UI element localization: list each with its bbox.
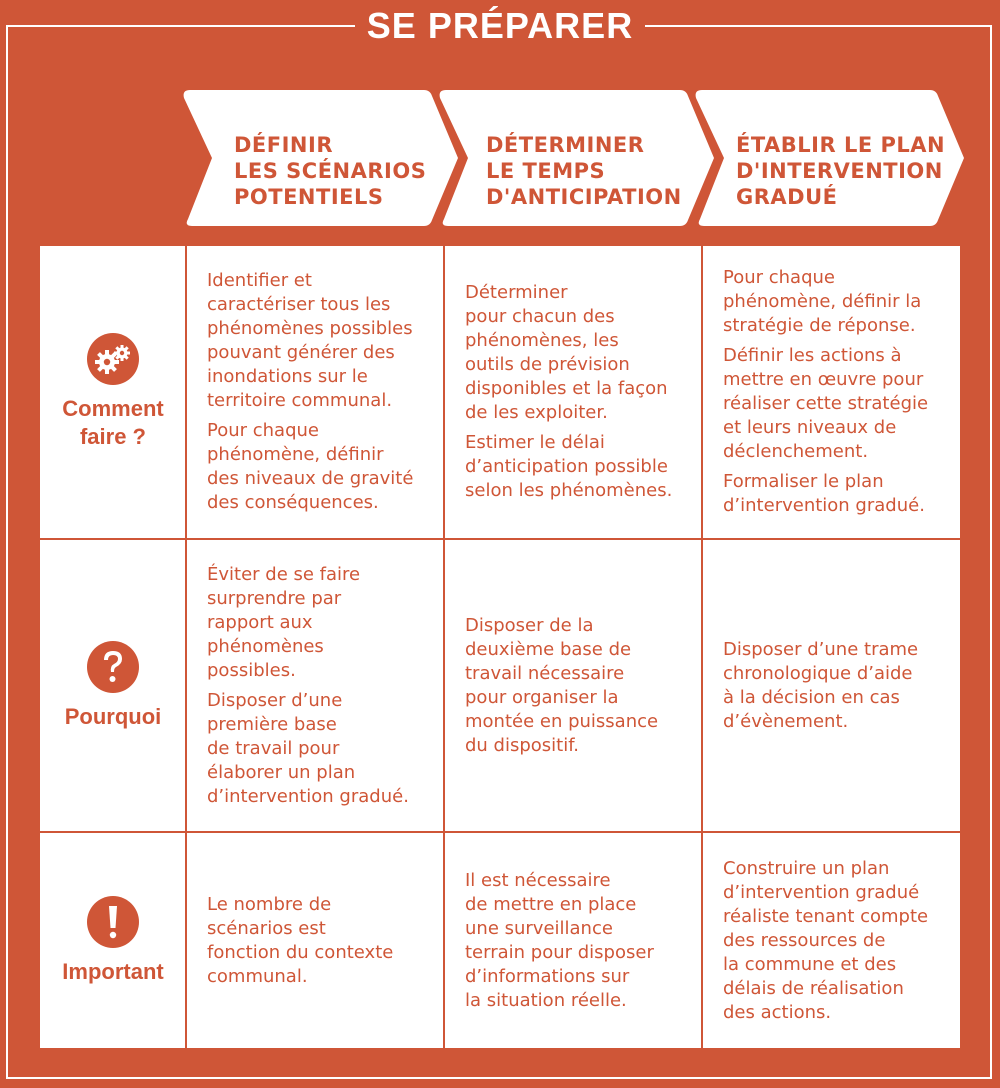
- row-header-comment-faire: [40, 246, 186, 538]
- step-arrow-2: [438, 90, 716, 226]
- cell-paragraph: Construire un plan d’intervention gradué réaliste tenant compte des ressources de la commune et des délais de réalisation des actions.: [723, 857, 929, 1023]
- cell-paragraph: Déterminer pour chacun des phénomènes, les outils de prévision disponibles et la façon de les exploiter.: [465, 282, 668, 423]
- row-header-pourquoi: [40, 540, 186, 831]
- page-title: SE PRÉPARER: [355, 0, 645, 52]
- cell-r2-c3: [703, 540, 960, 831]
- step-label-2: DÉTERMINER LE TEMPS D'ANTICIPATION: [486, 133, 682, 209]
- cell-r1-c3: [703, 246, 960, 538]
- row-header-important: [40, 833, 186, 1048]
- cell-paragraph: Identifier et caractériser tous les phénomènes possibles pouvant générer des inondations sur le territoire communal.: [207, 270, 413, 411]
- cell-r2-c2: [445, 540, 701, 831]
- cell-r1-c2: [445, 246, 701, 538]
- exclamation-icon: [87, 896, 139, 948]
- cell-r3-c2: [445, 833, 701, 1048]
- step-arrow-1: [182, 90, 460, 226]
- step-label-3: ÉTABLIR LE PLAN D'INTERVENTION GRADUÉ: [736, 133, 946, 209]
- title-bar: [0, 0, 1000, 52]
- step-label-1: DÉFINIR LES SCÉNARIOS POTENTIELS: [234, 133, 427, 209]
- cell-paragraph: Disposer d’une trame chronologique d’aide à la décision en cas d’évènement.: [723, 638, 919, 732]
- row-label: Pourquoi: [64, 703, 162, 729]
- row-label: Important: [62, 958, 164, 984]
- cell-r3-c3: [703, 833, 960, 1048]
- cell-paragraph: Disposer de la deuxième base de travail nécessaire pour organiser la montée en puissance du dispositif.: [465, 614, 659, 756]
- cell-paragraph: Le nombre de scénarios est fonction du contexte communal.: [207, 893, 394, 987]
- cell-paragraph: Disposer d’une première base de travail pour élaborer un plan d’intervention gradué.: [207, 689, 409, 807]
- cell-paragraph: Estimer le délai d’anticipation possible selon les phénomènes.: [465, 432, 673, 501]
- cell-paragraph: Formaliser le plan d’intervention gradué.: [723, 471, 925, 516]
- row-label: Comment faire ?: [62, 396, 164, 449]
- cell-r3-c1: [187, 833, 443, 1048]
- cell-paragraph: Il est nécessaire de mettre en place une surveillance terrain pour disposer d’informations sur la situation réelle.: [465, 869, 654, 1011]
- cell-paragraph: Pour chaque phénomène, définir des niveaux de gravité des conséquences.: [207, 420, 414, 513]
- cell-r2-c1: [187, 540, 443, 831]
- step-arrow-3: [694, 90, 966, 226]
- gears-icon: [87, 333, 139, 385]
- question-icon: [87, 641, 139, 693]
- cell-paragraph: Définir les actions à mettre en œuvre pour réaliser cette stratégie et leurs niveaux de déclenchement.: [723, 345, 929, 462]
- cell-paragraph: Éviter de se faire surprendre par rapport aux phénomènes possibles.: [207, 563, 361, 681]
- cell-r1-c1: [187, 246, 443, 538]
- cell-paragraph: Pour chaque phénomène, définir la stratégie de réponse.: [723, 267, 922, 336]
- matrix-table: [40, 246, 960, 1048]
